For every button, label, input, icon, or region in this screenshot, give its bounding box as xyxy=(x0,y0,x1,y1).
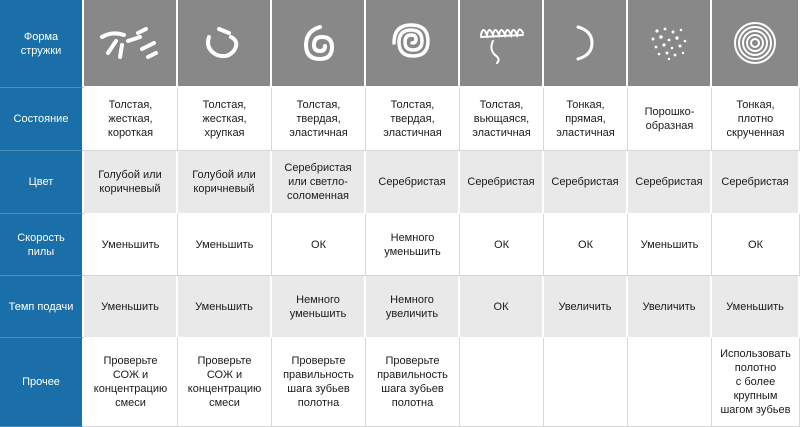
other-cell-1: Проверьте СОЖ и концентрацию смеси xyxy=(84,338,178,427)
feed-rate-cell-7: Увеличить xyxy=(628,276,712,338)
color-cell-4: Серебристая xyxy=(366,151,460,214)
row-label-color: Цвет xyxy=(0,151,84,214)
state-cell-4: Толстая, твердая, эластичная xyxy=(366,88,460,151)
tight-coil-chip-icon xyxy=(730,18,780,68)
powder-chip-icon xyxy=(647,23,691,63)
color-cell-3: Серебристая или светло- соломенная xyxy=(272,151,366,214)
state-cell-6: Тонкая, прямая, эластичная xyxy=(544,88,628,151)
row-label-shape: Форма стружки xyxy=(0,0,84,88)
feed-rate-cell-6: Увеличить xyxy=(544,276,628,338)
curled-brittle-chip-icon xyxy=(199,23,249,63)
other-cell-5 xyxy=(460,338,544,427)
shape-cell-3 xyxy=(272,0,366,88)
shape-cell-7 xyxy=(628,0,712,88)
feed-rate-cell-2: Уменьшить xyxy=(178,276,272,338)
state-cell-8: Тонкая, плотно скрученная xyxy=(712,88,800,151)
shape-cell-1 xyxy=(84,0,178,88)
saw-speed-cell-6: ОК xyxy=(544,214,628,276)
saw-speed-cell-3: ОК xyxy=(272,214,366,276)
color-cell-7: Серебристая xyxy=(628,151,712,214)
state-cell-5: Толстая, вьющаяся, эластичная xyxy=(460,88,544,151)
saw-speed-cell-1: Уменьшить xyxy=(84,214,178,276)
saw-speed-cell-2: Уменьшить xyxy=(178,214,272,276)
broken-short-chip-icon xyxy=(98,23,162,63)
row-label-feed-rate: Темп подачи xyxy=(0,276,84,338)
other-cell-3: Проверьте правильность шага зубьев полотна xyxy=(272,338,366,427)
feed-rate-cell-8: Уменьшить xyxy=(712,276,800,338)
feed-rate-cell-4: Немного увеличить xyxy=(366,276,460,338)
color-cell-5: Серебристая xyxy=(460,151,544,214)
shape-cell-8 xyxy=(712,0,800,88)
shape-cell-6 xyxy=(544,0,628,88)
color-cell-8: Серебристая xyxy=(712,151,800,214)
other-cell-7 xyxy=(628,338,712,427)
coiled-spring-chip-icon xyxy=(475,19,527,67)
large-spiral-chip-icon xyxy=(387,19,437,67)
state-cell-2: Толстая, жесткая, хрупкая xyxy=(178,88,272,151)
other-cell-6 xyxy=(544,338,628,427)
state-cell-3: Толстая, твердая, эластичная xyxy=(272,88,366,151)
color-cell-6: Серебристая xyxy=(544,151,628,214)
other-cell-4: Проверьте правильность шага зубьев полотна xyxy=(366,338,460,427)
feed-rate-cell-5: ОК xyxy=(460,276,544,338)
small-spiral-chip-icon xyxy=(298,21,338,65)
saw-speed-cell-7: Уменьшить xyxy=(628,214,712,276)
feed-rate-cell-3: Немного уменьшить xyxy=(272,276,366,338)
thin-straight-chip-icon xyxy=(570,21,600,65)
color-cell-2: Голубой или коричневый xyxy=(178,151,272,214)
other-cell-2: Проверьте СОЖ и концентрацию смеси xyxy=(178,338,272,427)
other-cell-8: Использовать полотно с более крупным шагом зубьев xyxy=(712,338,800,427)
color-cell-1: Голубой или коричневый xyxy=(84,151,178,214)
shape-cell-4 xyxy=(366,0,460,88)
shape-cell-2 xyxy=(178,0,272,88)
row-label-other: Прочее xyxy=(0,338,84,427)
state-cell-1: Толстая, жесткая, короткая xyxy=(84,88,178,151)
shape-cell-5 xyxy=(460,0,544,88)
saw-speed-cell-4: Немного уменьшить xyxy=(366,214,460,276)
row-label-state: Состояние xyxy=(0,88,84,151)
row-label-saw-speed: Скорость пилы xyxy=(0,214,84,276)
saw-speed-cell-5: ОК xyxy=(460,214,544,276)
state-cell-7: Порошко- образная xyxy=(628,88,712,151)
saw-speed-cell-8: ОК xyxy=(712,214,800,276)
feed-rate-cell-1: Уменьшить xyxy=(84,276,178,338)
